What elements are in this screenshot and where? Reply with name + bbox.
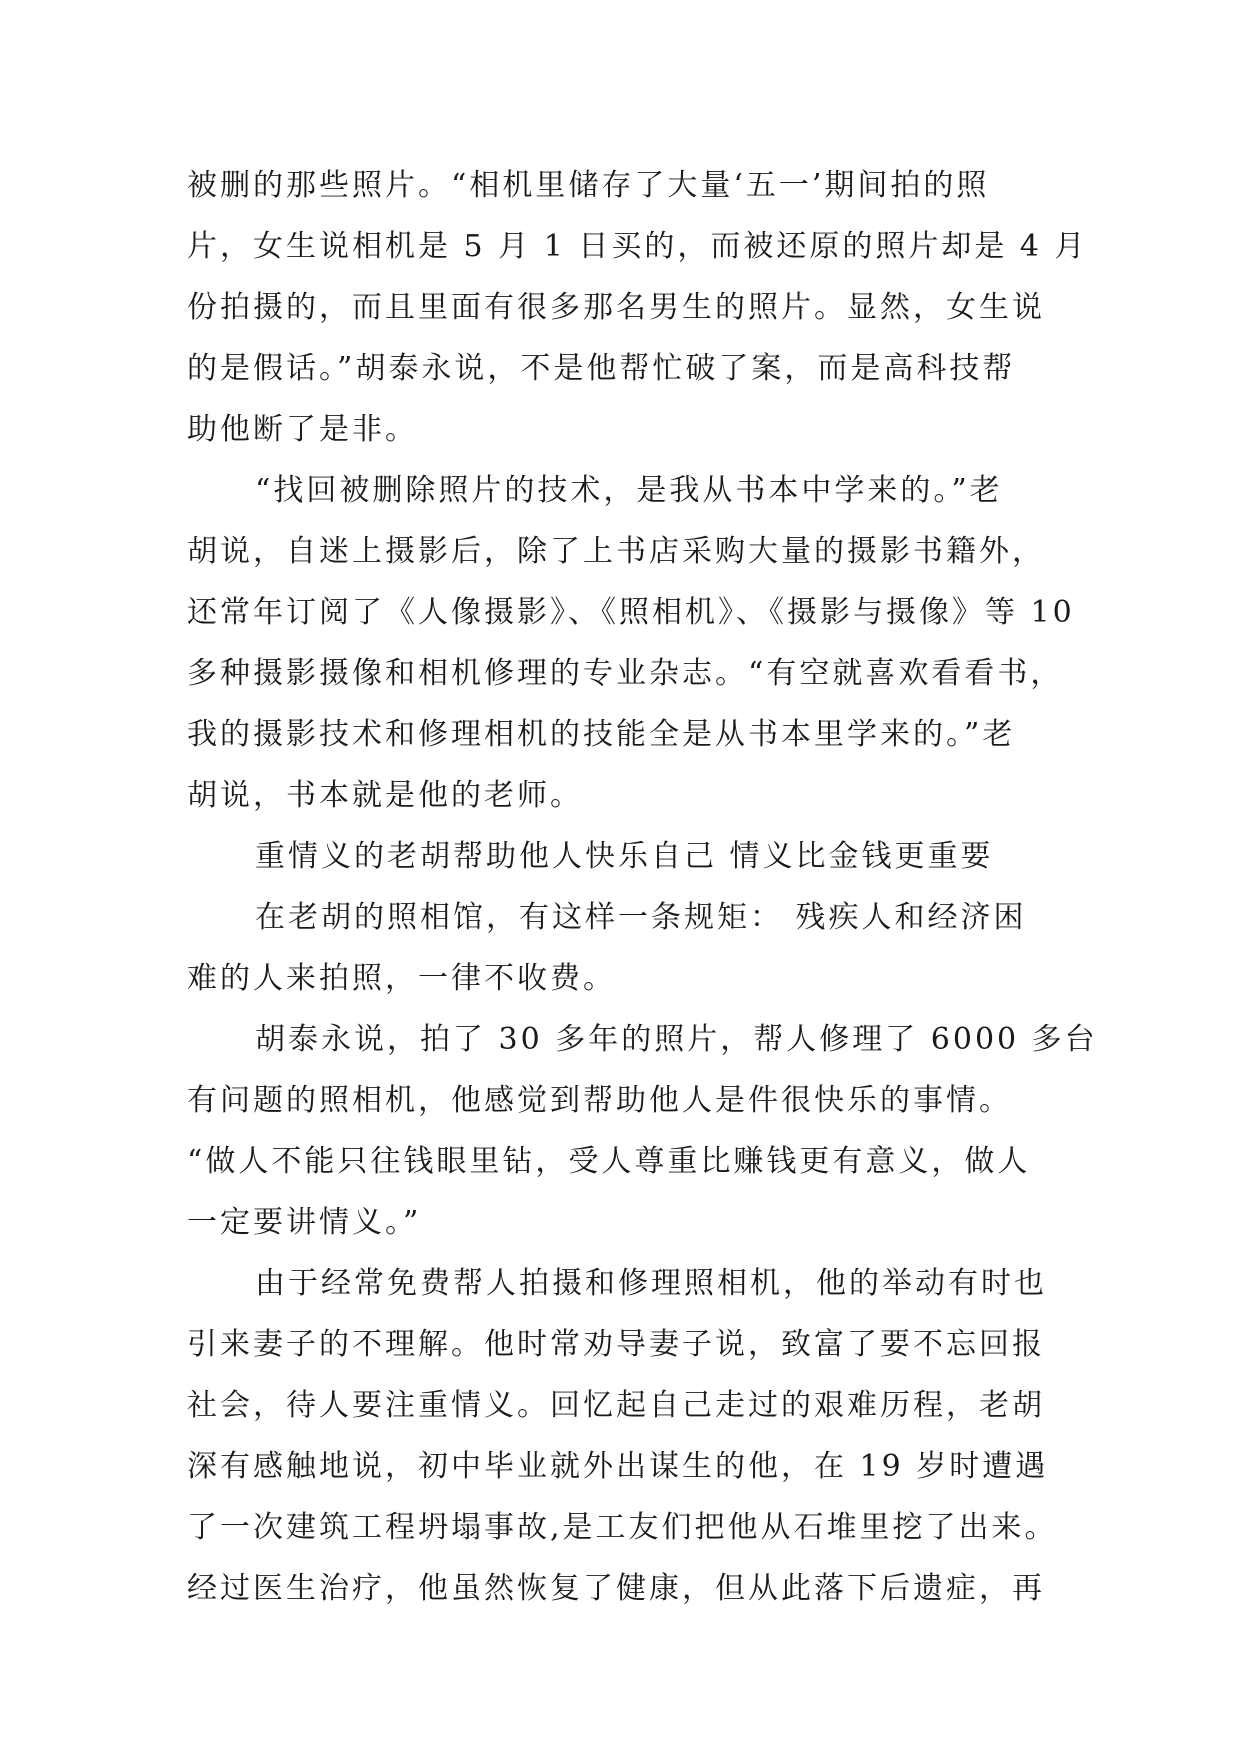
text-line: 助他断了是非。 (187, 412, 418, 447)
text-line: 社会，待人要注重情义。回忆起自己走过的艰难历程，老胡 (187, 1388, 1045, 1423)
paragraph-first-line: 在老胡的照相馆，有这样一条规矩： 残疾人和经济困 (255, 900, 1027, 935)
text-line: 难的人来拍照，一律不收费。 (187, 961, 616, 996)
text-line: 深有感触地说，初中毕业就外出谋生的他，在 19 岁时遭遇 (187, 1449, 1049, 1484)
paragraph-first-line: 由于经常免费帮人拍摄和修理照相机，他的举动有时也 (255, 1266, 1047, 1301)
text-line: 引来妻子的不理解。他时常劝导妻子说，致富了要不忘回报 (187, 1327, 1045, 1362)
paragraph-first-line: “找回被删除照片的技术，是我从书本中学来的。”老 (255, 473, 1003, 508)
text-line: 份拍摄的，而且里面有很多那名男生的照片。显然，女生说 (187, 290, 1045, 325)
text-line: 有问题的照相机，他感觉到帮助他人是件很快乐的事情。 (187, 1083, 1012, 1118)
section-heading: 重情义的老胡帮助他人快乐自己 情义比金钱更重要 (255, 839, 994, 874)
text-line: 多种摄影摄像和相机修理的专业杂志。“有空就喜欢看看书， (187, 656, 1064, 691)
text-line: “做人不能只往钱眼里钻，受人尊重比赚钱更有意义，做人 (187, 1144, 1031, 1179)
text-line: 胡说，自迷上摄影后，除了上书店采购大量的摄影书籍外， (187, 534, 1045, 569)
text-line: 被删的那些照片。“相机里储存了大量‘五一’期间拍的照 (187, 168, 990, 203)
text-line: 一定要讲情义。” (187, 1205, 422, 1240)
text-line: 了一次建筑工程坍塌事故,是工友们把他从石堆里挖了出来。 (187, 1510, 1058, 1545)
text-line: 胡说，书本就是他的老师。 (187, 778, 583, 813)
text-line: 的是假话。”胡泰永说，不是他帮忙破了案，而是高科技帮 (187, 351, 1016, 386)
text-line: 还常年订阅了《人像摄影》、《照相机》、《摄影与摄像》等 10 (187, 595, 1075, 630)
text-line: 经过医生治疗，他虽然恢复了健康，但从此落下后遗症，再 (187, 1571, 1045, 1606)
text-line: 片，女生说相机是 5 月 1 日买的，而被还原的照片却是 4 月 (187, 229, 1088, 264)
text-line: 我的摄影技术和修理相机的技能全是从书本里学来的。”老 (187, 717, 1016, 752)
paragraph-first-line: 胡泰永说，拍了 30 多年的照片，帮人修理了 6000 多台 (255, 1022, 1098, 1057)
article-body (187, 155, 1098, 1619)
